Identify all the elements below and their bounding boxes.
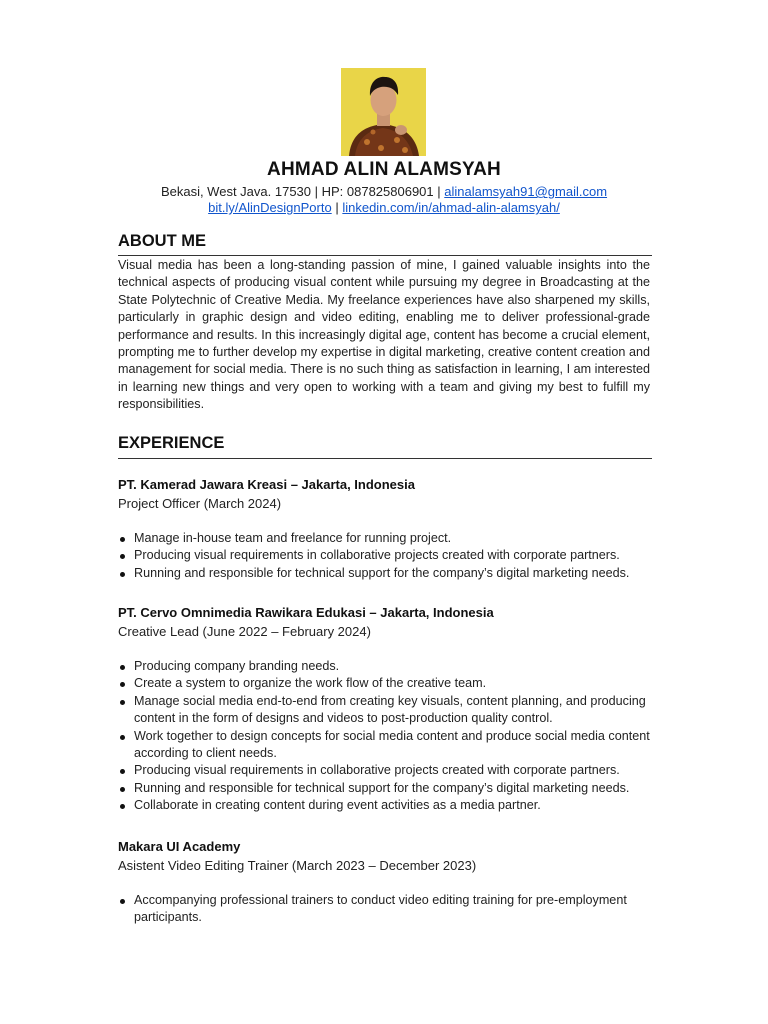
job-bullet: Running and responsible for technical support for the company’s digital marketing needs.	[118, 780, 658, 797]
job-bullets	[118, 658, 658, 815]
about-section-title: ABOUT ME	[118, 232, 206, 250]
job-bullet: Accompanying professional trainers to conduct video editing training for pre-employment participants.	[118, 892, 658, 927]
job-bullet: Producing visual requirements in collaborative projects created with corporate partners.	[118, 762, 658, 779]
candidate-name: AHMAD ALIN ALAMSYAH	[267, 159, 501, 180]
job-role: Project Officer (March 2024)	[118, 496, 282, 511]
job-bullet: Collaborate in creating content during event activities as a media partner.	[118, 797, 658, 814]
job-bullet: Work together to design concepts for social media content and produce social media content according to client needs.	[118, 728, 658, 763]
job-company: Makara UI Academy	[118, 839, 241, 854]
job-company: PT. Cervo Omnimedia Rawikara Edukasi – Jakarta, Indonesia	[118, 605, 494, 620]
profile-photo-image	[341, 68, 426, 156]
links-separator: |	[335, 200, 339, 215]
job-bullet: Manage in-house team and freelance for running project.	[118, 530, 658, 547]
job-bullet: Create a system to organize the work flow of the creative team.	[118, 675, 658, 692]
linkedin-link[interactable]: linkedin.com/in/ahmad-alin-alamsyah/	[342, 200, 560, 215]
job-bullet: Producing visual requirements in collaborative projects created with corporate partners.	[118, 547, 658, 564]
contact-address-phone: Bekasi, West Java. 17530 | HP: 087825806901 |	[160, 184, 441, 199]
experience-divider	[118, 458, 652, 459]
job-bullets	[118, 530, 658, 582]
job-role: Creative Lead (June 2022 – February 2024)	[118, 624, 371, 639]
contact-line	[0, 184, 768, 199]
about-text: Visual media has been a long-standing passion of mine, I gained valuable insights into the technical aspects of producing visual content while pursuing my degree in Broadcasting at the State Polytechnic of Creative Media. My freelance experiences have also sharpened my skills, particularly in graphic design and video editing, enabling me to deliver professional-grade performance and results. In this increasingly digital age, content has become a crucial element, prompting me to further develop my expertise in digital marketing, creative content creation and management for social media. There is no such thing as satisfaction in learning, I am interested in learning new things and very open to working with a team and giving my best to fulfill my responsibilities.	[118, 258, 650, 412]
job-bullets	[118, 892, 658, 927]
profile-photo	[341, 68, 426, 156]
job-company: PT. Kamerad Jawara Kreasi – Jakarta, Indonesia	[118, 477, 415, 492]
job-bullet: Producing company branding needs.	[118, 658, 658, 675]
job-role: Asistent Video Editing Trainer (March 2023 – December 2023)	[118, 858, 477, 873]
job-bullet: Running and responsible for technical support for the company’s digital marketing needs.	[118, 565, 658, 582]
email-link[interactable]: alinalamsyah91@gmail.com	[444, 184, 608, 199]
links-line	[0, 200, 768, 215]
portfolio-link[interactable]: bit.ly/AlinDesignPorto	[208, 200, 332, 215]
job-bullet: Manage social media end-to-end from creating key visuals, content planning, and producing content in the form of designs and videos to post-production quality control.	[118, 693, 658, 728]
experience-section-title: EXPERIENCE	[118, 434, 225, 452]
about-divider	[118, 255, 652, 256]
